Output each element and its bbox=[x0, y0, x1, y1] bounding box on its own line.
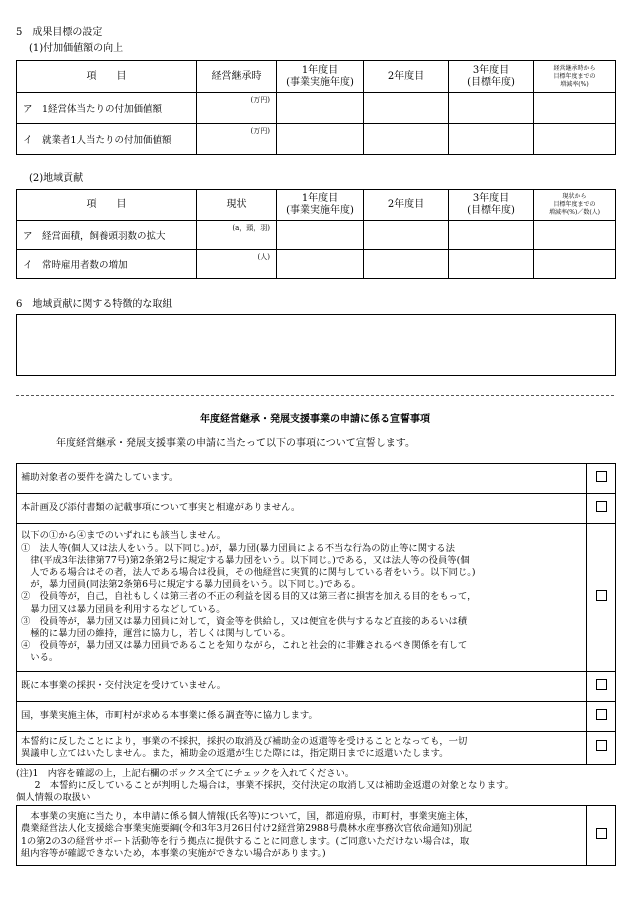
declaration-intro: 年度経営継承・発展支援事業の申請に当たって以下の事項について宣誓します。 bbox=[56, 438, 415, 449]
col-header-item: 項 目 bbox=[17, 61, 197, 93]
input-cell[interactable] bbox=[449, 250, 534, 279]
section6-title: 6 地域貢献に関する特徴的な取組 bbox=[16, 299, 173, 310]
col-header-rate: 経営継承時から 目標年度までの 増減率(%) bbox=[534, 61, 616, 93]
privacy-line: 農業経営法人化支援総合事業実施要綱(令和3年3月26日付け2経営第2988号農林水産事務次官依命通知)別記 bbox=[21, 823, 472, 835]
declaration-checkbox[interactable] bbox=[587, 524, 616, 672]
col-header-item: 項 目 bbox=[17, 190, 197, 221]
regional-contribution-table bbox=[16, 189, 616, 279]
row-label: イ 常時雇用者数の増加 bbox=[17, 250, 197, 279]
checkbox-icon[interactable] bbox=[596, 501, 607, 512]
declaration-checkbox[interactable] bbox=[587, 702, 616, 732]
declaration-table bbox=[16, 463, 616, 765]
input-cell[interactable] bbox=[364, 250, 449, 279]
declaration-line: が，暴力団員(同法第2条第6号に規定する暴力団員をいう。以下同じ。)である。 bbox=[21, 579, 361, 591]
input-cell[interactable] bbox=[277, 124, 364, 155]
declaration-text: 国，事業実施主体，市町村が求める本事業に係る調査等に協力します。 bbox=[21, 710, 318, 722]
declaration-text: 補助対象者の要件を満たしています。 bbox=[21, 472, 179, 484]
declaration-item bbox=[17, 494, 587, 524]
input-cell[interactable] bbox=[534, 124, 616, 155]
declaration-line: ② 役員等が，自己，自社もしくは第三者の不正の利益を図る目的又は第三者に損害を加える目的をもって， bbox=[21, 591, 477, 603]
col-header-year1: 1年度目 (事業実施年度) bbox=[277, 190, 364, 221]
row-label: イ 就業者1人当たりの付加価値額 bbox=[17, 124, 197, 155]
input-cell[interactable] bbox=[277, 250, 364, 279]
declaration-line: 暴力団又は暴力団員を利用するなどしている。 bbox=[21, 603, 226, 615]
declaration-line: 律(平成3年法律第77号)第2条第2号に規定する暴力団をいう。以下同じ。)である，又は法人等の役員等(個 bbox=[21, 554, 470, 566]
checkbox-icon[interactable] bbox=[596, 590, 607, 601]
declaration-checkbox[interactable] bbox=[587, 464, 616, 494]
privacy-line: 本事業の実施に当たり，本申請に係る個人情報(氏名等)について，国，都道府県，市町村，事業実施主体， bbox=[21, 811, 475, 823]
col-header-year1: 1年度目 (事業実施年度) bbox=[277, 61, 364, 93]
input-cell[interactable] bbox=[534, 93, 616, 124]
privacy-line: 組内容等が確認できないため，本事業の実施ができない場合があります。) bbox=[21, 847, 326, 859]
privacy-checkbox[interactable] bbox=[587, 806, 616, 866]
declaration-item bbox=[17, 464, 587, 494]
declaration-line: 以下の①から④までのいずれにも該当しません。 bbox=[21, 530, 227, 542]
checkbox-icon[interactable] bbox=[596, 471, 607, 482]
col-header-current: 現状 bbox=[197, 190, 277, 221]
unit-label: (万円) bbox=[197, 93, 277, 124]
input-cell[interactable] bbox=[534, 221, 616, 250]
section5-sub1: (1)付加価値額の向上 bbox=[29, 43, 124, 54]
input-cell[interactable] bbox=[364, 124, 449, 155]
declaration-item bbox=[17, 672, 587, 702]
cut-line-divider bbox=[16, 395, 614, 396]
section5-title: 5 成果目標の設定 bbox=[16, 27, 103, 38]
unit-label: (人) bbox=[197, 250, 277, 279]
unit-label: (a，頭，羽) bbox=[197, 221, 277, 250]
unit-label: (万円) bbox=[197, 124, 277, 155]
declaration-checkbox[interactable] bbox=[587, 732, 616, 765]
declaration-checkbox[interactable] bbox=[587, 672, 616, 702]
input-cell[interactable] bbox=[277, 93, 364, 124]
declaration-title: 年度経営継承・発展支援事業の申請に係る宣誓事項 bbox=[200, 414, 430, 425]
privacy-title: 個人情報の取扱い bbox=[16, 792, 91, 803]
declaration-line: いる。 bbox=[21, 652, 59, 664]
privacy-line: 1の第2の3の経営サポート活動等を行う拠点に提供することに同意します。(ご同意いただけない場合は，取 bbox=[21, 835, 470, 847]
input-cell[interactable] bbox=[364, 221, 449, 250]
checkbox-icon[interactable] bbox=[596, 709, 607, 720]
declaration-line: ④ 役員等が，暴力団又は暴力団員であることを知りながら，これと社会的に非難されるべき関係を有して bbox=[21, 640, 468, 652]
col-header-year3: 3年度目 (目標年度) bbox=[449, 190, 534, 221]
input-cell[interactable] bbox=[449, 221, 534, 250]
declaration-line: 本誓約に反したことにより，事業の不採択，採択の取消及び補助金の返還等を受けることとなっても，一切 bbox=[21, 735, 468, 747]
col-header-year2: 2年度目 bbox=[364, 61, 449, 93]
value-added-table bbox=[16, 60, 616, 155]
note-2: 2 本誓約に反していることが判明した場合は，事業不採択，交付決定の取消し又は補助金返還の対象となります。 bbox=[16, 780, 514, 791]
input-cell[interactable] bbox=[277, 221, 364, 250]
declaration-item bbox=[17, 702, 587, 732]
checkbox-icon[interactable] bbox=[596, 679, 607, 690]
col-header-rate: 現状から 目標年度までの 増減率(%)／数(人) bbox=[534, 190, 616, 221]
row-label: ア 経営面積，飼養頭羽数の拡大 bbox=[17, 221, 197, 250]
input-cell[interactable] bbox=[449, 93, 534, 124]
col-header-succession: 経営継承時 bbox=[197, 61, 277, 93]
col-header-year2: 2年度目 bbox=[364, 190, 449, 221]
input-cell[interactable] bbox=[449, 124, 534, 155]
declaration-line: ③ 役員等が，暴力団又は暴力団員に対して，資金等を供給し，又は便宜を供与するなど直接的あるいは積 bbox=[21, 615, 468, 627]
input-cell[interactable] bbox=[534, 250, 616, 279]
declaration-text: 既に本事業の採択・交付決定を受けていません。 bbox=[21, 680, 227, 692]
section5-sub2: (2)地域貢献 bbox=[29, 173, 84, 184]
privacy-text bbox=[17, 806, 587, 866]
declaration-item bbox=[17, 524, 587, 672]
declaration-checkbox[interactable] bbox=[587, 494, 616, 524]
declaration-text: 本計画及び添付書類の記載事項について事実と相違がありません。 bbox=[21, 502, 301, 514]
note-1: (注)1 内容を確認の上，上記右欄のボックス全てにチェックを入れてください。 bbox=[16, 768, 355, 779]
declaration-line: 異議申し立てはいたしません。また，補助金の返還が生じた際には，指定期日までに返還いたします。 bbox=[21, 748, 449, 759]
declaration-line: ① 法人等(個人又は法人をいう。以下同じ。)が，暴力団(暴力団員による不当な行為の防止等に関する法 bbox=[21, 542, 455, 554]
declaration-line: 人である場合はその者，法人である場合は役員，その他経営に実質的に関与している者をいう。以下同じ。) bbox=[21, 566, 476, 578]
declaration-item bbox=[17, 732, 587, 765]
col-header-year3: 3年度目 (目標年度) bbox=[449, 61, 534, 93]
declaration-line: 極的に暴力団の維持，運営に協力し，若しくは関与している。 bbox=[21, 628, 291, 639]
section6-textarea[interactable] bbox=[16, 314, 616, 376]
privacy-table bbox=[16, 805, 616, 866]
checkbox-icon[interactable] bbox=[596, 740, 607, 751]
row-label: ア 1経営体当たりの付加価値額 bbox=[17, 93, 197, 124]
input-cell[interactable] bbox=[364, 93, 449, 124]
checkbox-icon[interactable] bbox=[596, 828, 607, 839]
